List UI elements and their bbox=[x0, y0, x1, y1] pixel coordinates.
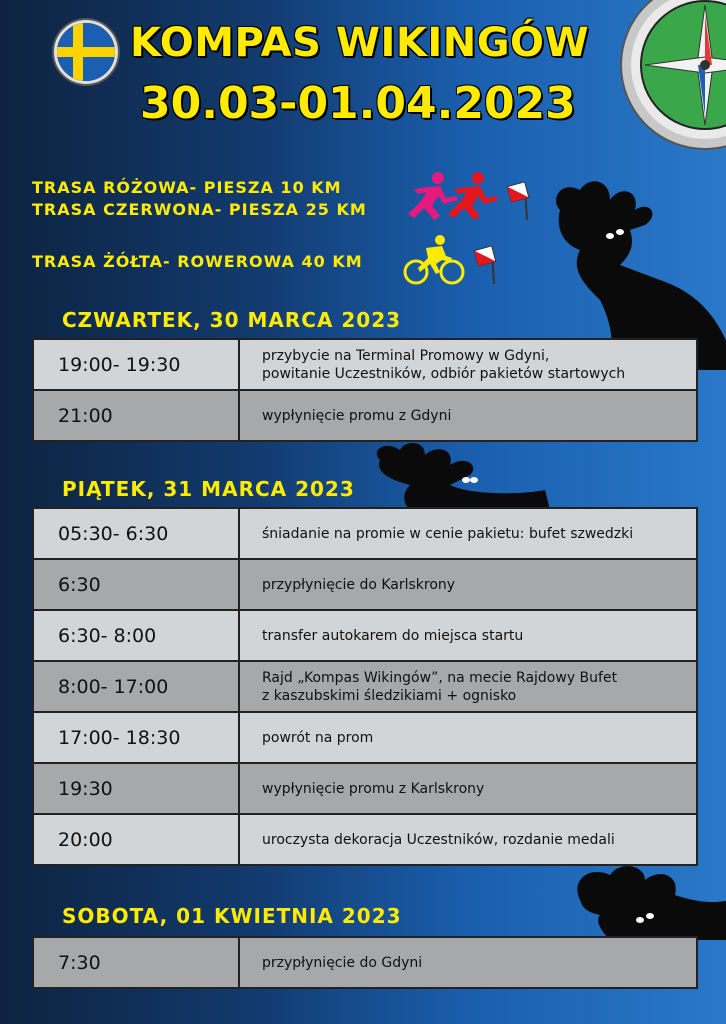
row-description-line: przypłynięcie do Karlskrony bbox=[262, 576, 456, 593]
schedule-table-friday bbox=[32, 507, 698, 866]
row-description-line: przybycie na Terminal Promowy w Gdyni, bbox=[262, 347, 550, 364]
row-time: 19:00- 19:30 bbox=[34, 340, 240, 389]
row-description bbox=[240, 560, 696, 609]
day-title-saturday: SOBOTA, 01 KWIETNIA 2023 bbox=[62, 904, 402, 928]
row-description-line: przypłynięcie do Gdyni bbox=[262, 954, 423, 971]
sweden-flag-icon bbox=[54, 20, 118, 84]
row-description-line: powrót na prom bbox=[262, 729, 374, 746]
table-row bbox=[34, 560, 696, 611]
row-description bbox=[240, 938, 696, 987]
row-description-line: uroczysta dekoracja Uczestników, rozdanie medali bbox=[262, 831, 615, 848]
row-time: 05:30- 6:30 bbox=[34, 509, 240, 558]
day-title-thursday: CZWARTEK, 30 MARCA 2023 bbox=[62, 308, 402, 332]
table-row bbox=[34, 509, 696, 560]
row-description bbox=[240, 815, 696, 864]
route-yellow: TRASA ŻÓŁTA- ROWEROWA 40 KM bbox=[32, 252, 363, 271]
row-time: 6:30- 8:00 bbox=[34, 611, 240, 660]
row-time: 19:30 bbox=[34, 764, 240, 813]
table-row bbox=[34, 713, 696, 764]
cyclist-icon bbox=[402, 234, 466, 286]
poster-title: KOMPAS WIKINGÓW bbox=[130, 20, 590, 66]
row-description-line: powitanie Uczestników, odbiór pakietów startowych bbox=[262, 365, 626, 382]
table-row bbox=[34, 938, 696, 987]
row-description bbox=[240, 391, 696, 440]
schedule-table-thursday bbox=[32, 338, 698, 442]
row-description-line: z kaszubskimi śledzikiami + ognisko bbox=[262, 687, 517, 704]
row-description-line: transfer autokarem do miejsca startu bbox=[262, 627, 524, 644]
route-pink: TRASA RÓŻOWA- PIESZA 10 KM bbox=[32, 178, 342, 197]
row-time: 7:30 bbox=[34, 938, 240, 987]
orienteering-flag-icon bbox=[505, 180, 533, 220]
compass-icon bbox=[620, 0, 726, 150]
table-row bbox=[34, 662, 696, 713]
schedule-table-saturday bbox=[32, 936, 698, 989]
orienteering-flag-icon bbox=[472, 244, 500, 284]
table-row bbox=[34, 815, 696, 864]
row-time: 8:00- 17:00 bbox=[34, 662, 240, 711]
moose-silhouette-icon bbox=[570, 860, 726, 940]
row-time: 21:00 bbox=[34, 391, 240, 440]
row-description-line: wypłynięcie promu z Gdyni bbox=[262, 407, 452, 424]
route-red: TRASA CZERWONA- PIESZA 25 KM bbox=[32, 200, 367, 219]
row-description bbox=[240, 509, 696, 558]
table-row bbox=[34, 764, 696, 815]
row-description bbox=[240, 713, 696, 762]
table-row bbox=[34, 391, 696, 440]
row-description-line: śniadanie na promie w cenie pakietu: bufet szwedzki bbox=[262, 525, 634, 542]
row-time: 20:00 bbox=[34, 815, 240, 864]
row-description bbox=[240, 611, 696, 660]
table-row bbox=[34, 340, 696, 391]
row-time: 17:00- 18:30 bbox=[34, 713, 240, 762]
row-description-line: Rajd „Kompas Wikingów”, na mecie Rajdowy Bufet bbox=[262, 669, 618, 686]
row-description bbox=[240, 764, 696, 813]
row-description bbox=[240, 340, 696, 389]
day-title-friday: PIĄTEK, 31 MARCA 2023 bbox=[62, 477, 355, 501]
table-row bbox=[34, 611, 696, 662]
row-description-line: wypłynięcie promu z Karlskrony bbox=[262, 780, 485, 797]
row-description bbox=[240, 662, 696, 711]
row-time: 6:30 bbox=[34, 560, 240, 609]
runners-icon bbox=[400, 170, 510, 222]
moose-silhouette-icon bbox=[370, 440, 550, 510]
poster-dates: 30.03-01.04.2023 bbox=[140, 78, 576, 129]
